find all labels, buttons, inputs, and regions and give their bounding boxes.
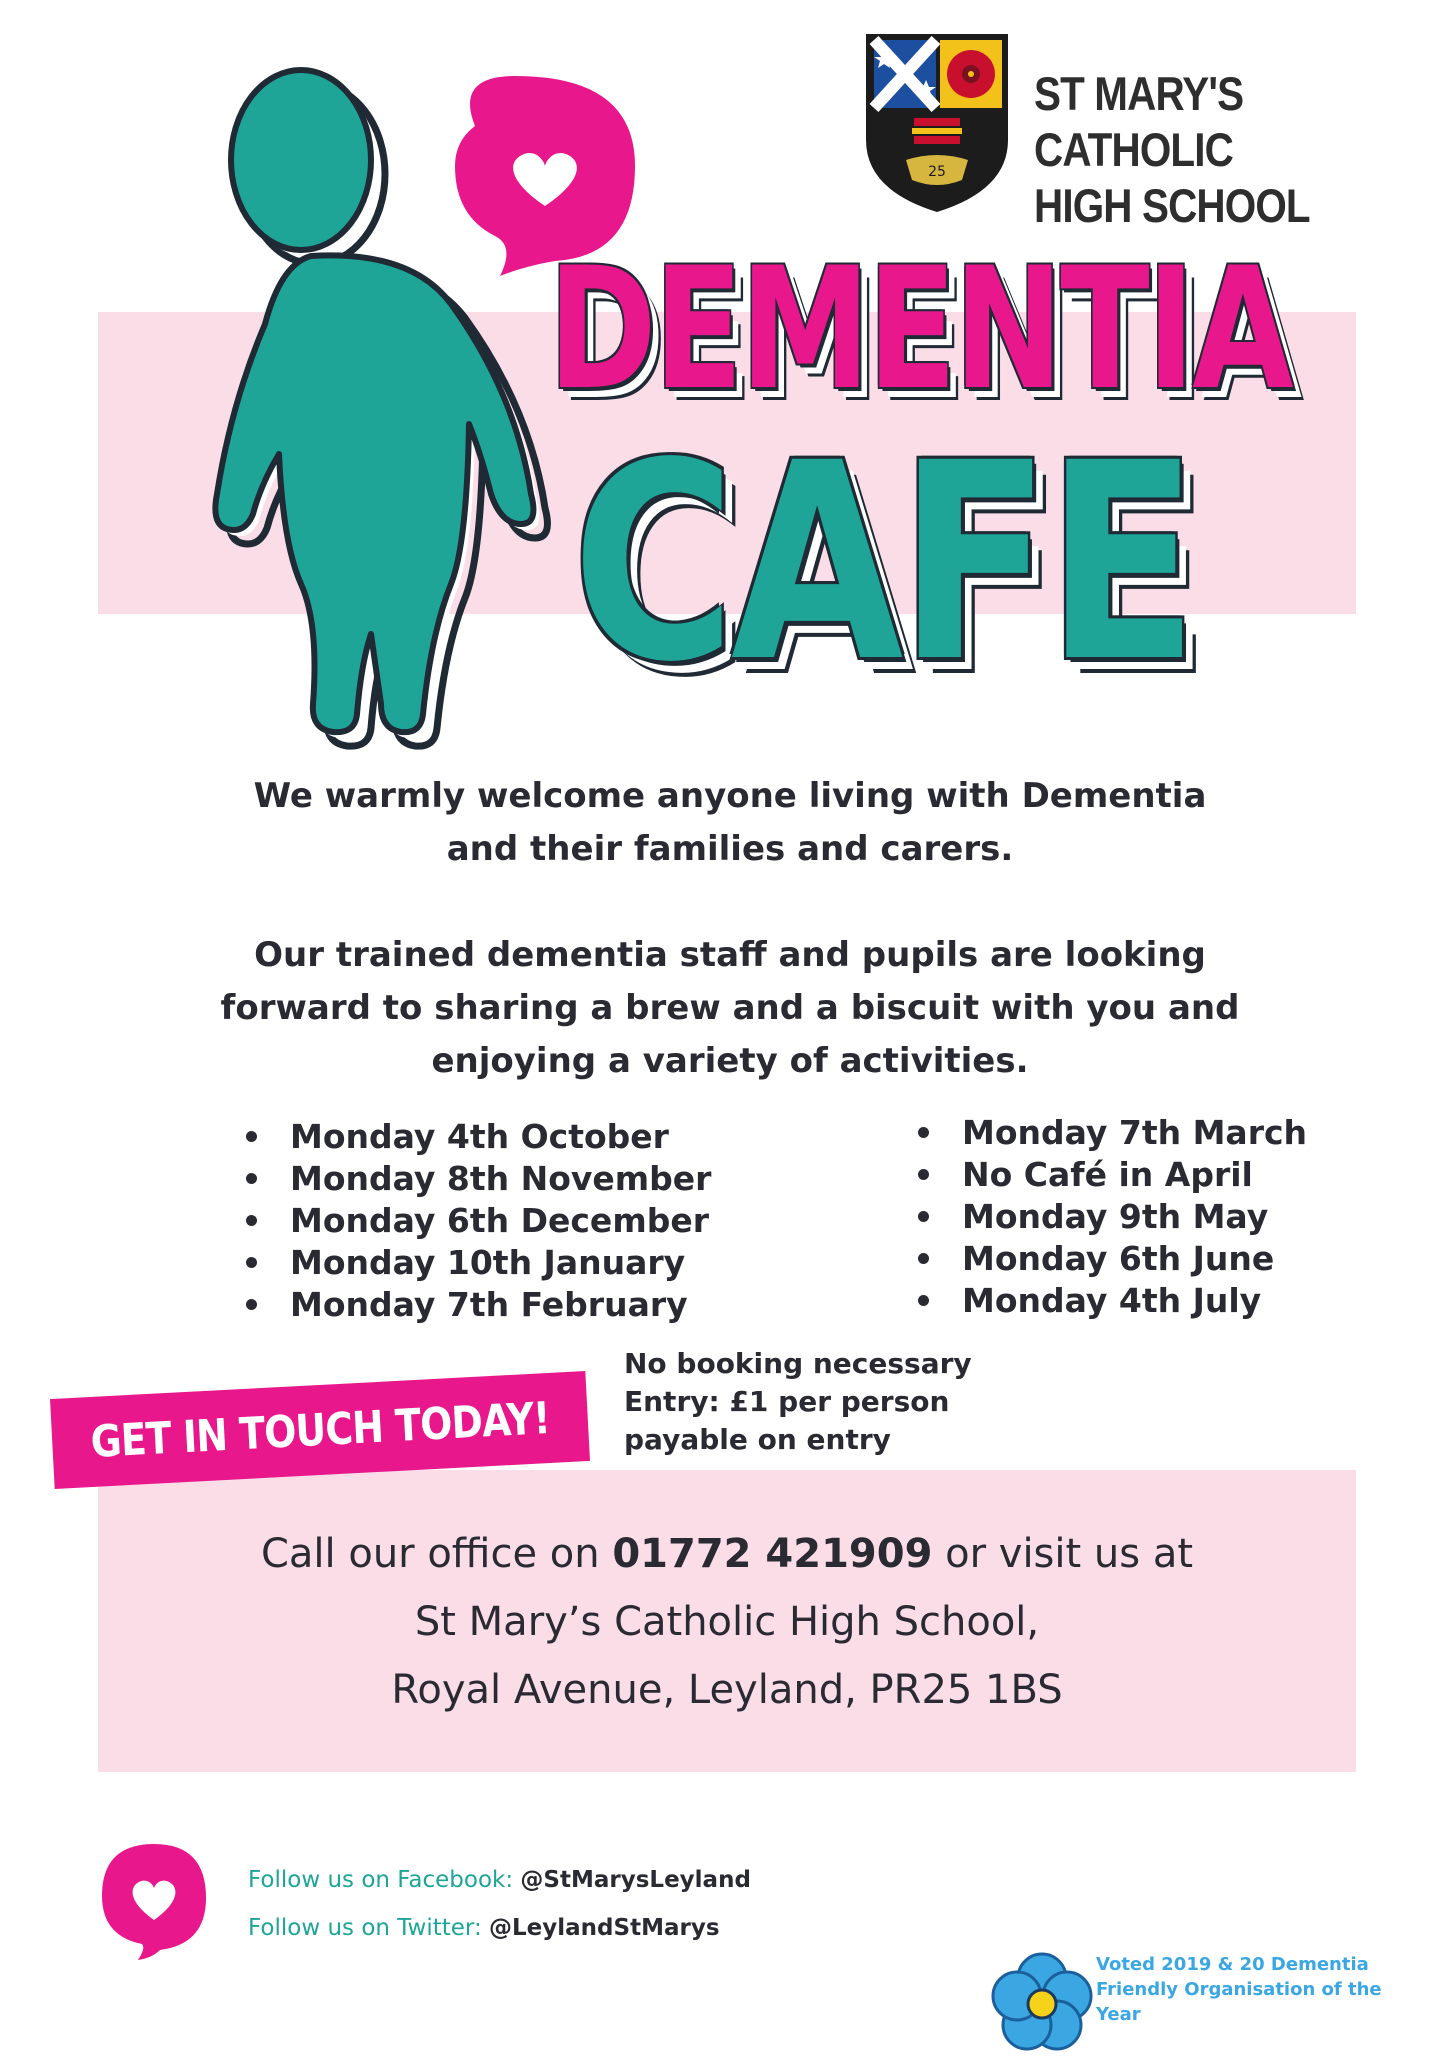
date-item: Monday 9th May — [916, 1196, 1307, 1238]
award-text: Voted 2019 & 20 Dementia Friendly Organisation of the Year — [1096, 1954, 1382, 2025]
intro-line: We warmly welcome anyone living with Dementia — [253, 776, 1207, 816]
date-item: Monday 7th March — [916, 1112, 1307, 1154]
contact-address-line: St Mary’s Catholic High School, — [414, 1599, 1040, 1645]
twitter-label: Follow us on Twitter: — [248, 1915, 490, 1941]
booking-info — [624, 1345, 972, 1459]
contact-prefix: Call our office on — [260, 1531, 613, 1577]
svg-text:25: 25 — [928, 164, 946, 180]
forget-me-not-flower-icon — [986, 1948, 1098, 2060]
facebook-label: Follow us on Facebook: — [248, 1867, 521, 1893]
date-item: Monday 4th July — [916, 1280, 1307, 1322]
date-item: Monday 6th June — [916, 1238, 1307, 1280]
dates-list-left — [244, 1116, 711, 1326]
contact-line-phone — [98, 1520, 1356, 1588]
date-item: Monday 4th October — [244, 1116, 711, 1158]
intro-line: and their families and carers. — [446, 829, 1014, 869]
date-item: Monday 7th February — [244, 1284, 711, 1326]
facebook-line — [248, 1856, 751, 1904]
twitter-line — [248, 1904, 751, 1952]
school-name — [1034, 66, 1369, 234]
school-name-line1: ST MARY'S CATHOLIC — [1034, 67, 1244, 176]
contact-suffix: or visit us at — [932, 1531, 1194, 1577]
title-dementia: DEMENTIA — [548, 231, 1291, 427]
facebook-handle[interactable]: @StMarysLeyland — [520, 1867, 751, 1893]
school-crest-icon — [862, 30, 1012, 214]
intro-line: Our trained dementia staff and pupils are looking — [254, 935, 1206, 975]
school-name-line2: HIGH SCHOOL — [1034, 179, 1310, 232]
social-links — [248, 1856, 751, 1952]
contact-info — [98, 1520, 1356, 1724]
intro-text — [180, 770, 1280, 1088]
get-in-touch-label: GET IN TOUCH TODAY! — [89, 1392, 551, 1468]
booking-line: No booking necessary — [624, 1347, 972, 1380]
date-item: Monday 10th January — [244, 1242, 711, 1284]
phone-number[interactable]: 01772 421909 — [612, 1531, 933, 1577]
booking-line: payable on entry — [624, 1423, 891, 1456]
date-item: Monday 8th November — [244, 1158, 711, 1200]
date-item: No Café in April — [916, 1154, 1307, 1196]
booking-line: Entry: £1 per person — [624, 1385, 950, 1418]
heart-bubble-icon — [98, 1840, 210, 1962]
intro-line: enjoying a variety of activities. — [431, 1041, 1029, 1081]
contact-address-line: Royal Avenue, Leyland, PR25 1BS — [391, 1667, 1063, 1713]
title-cafe: CAFE — [572, 406, 1194, 722]
intro-line: forward to sharing a brew and a biscuit with you and — [220, 988, 1240, 1028]
date-item: Monday 6th December — [244, 1200, 711, 1242]
twitter-handle[interactable]: @LeylandStMarys — [489, 1915, 720, 1941]
dates-list-right — [916, 1112, 1307, 1322]
